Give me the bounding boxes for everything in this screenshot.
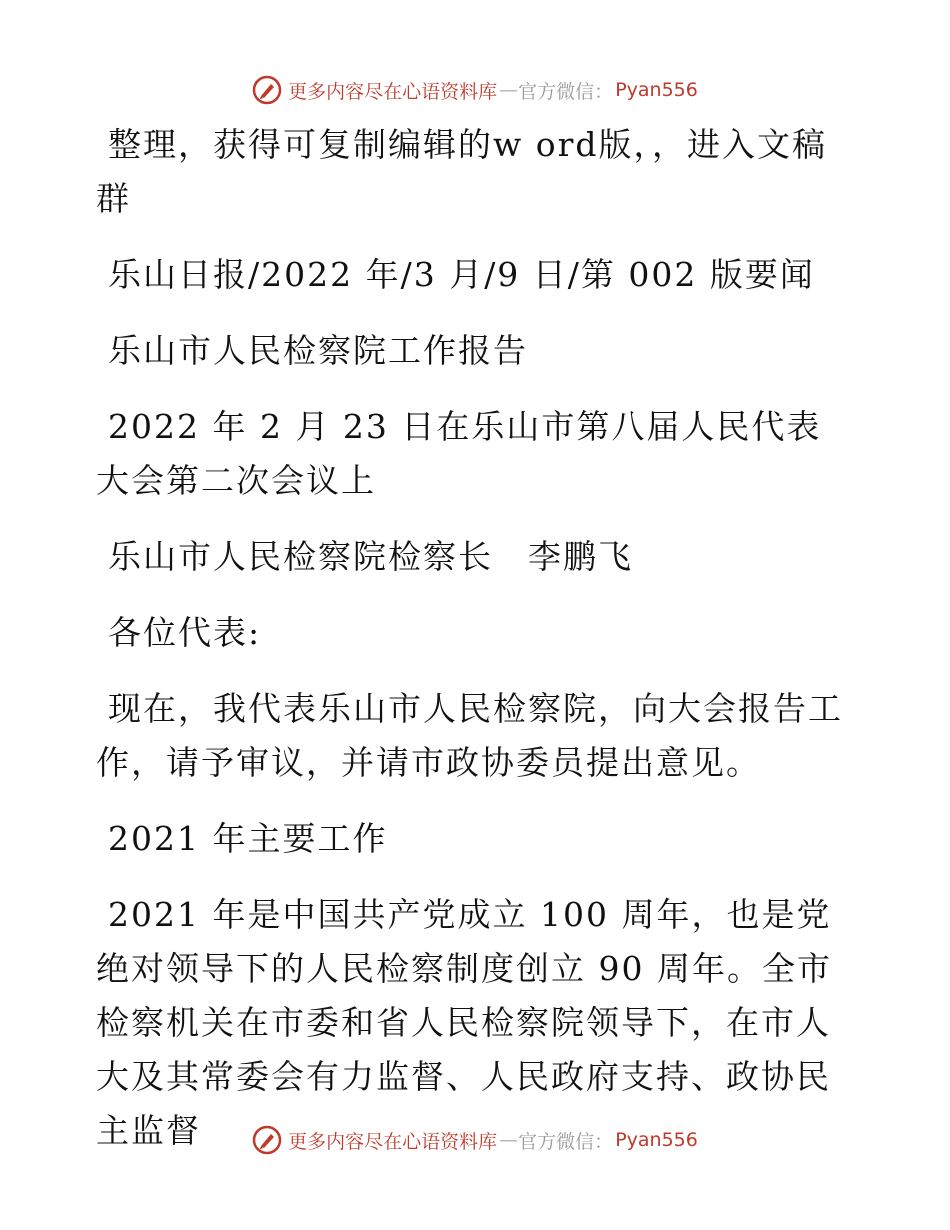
- paragraph-3: 乐山市人民检察院工作报告: [108, 331, 528, 370]
- watermark-label: 官方微信：: [518, 80, 614, 103]
- paragraph-4: 2022 年 2 月 23 日在乐山市第八届人民代表大会第二次会议上: [96, 407, 822, 500]
- pen-logo-icon: [252, 1125, 282, 1155]
- watermark-text: 更多内容尽在心语资料库: [288, 1130, 498, 1153]
- paragraph-2: 乐山日报/2022 年/3 月/9 日/第 002 版要闻: [108, 255, 815, 294]
- header-watermark: [0, 72, 950, 108]
- watermark-label: 官方微信：: [518, 1130, 614, 1153]
- paragraph-6: 各位代表:: [108, 613, 262, 652]
- watermark-id: Pyan556: [615, 79, 698, 101]
- watermark-text: 更多内容尽在心语资料库: [288, 80, 498, 103]
- paragraph-1: 整理，获得可复制编辑的w ord版，，进入文稿群: [96, 125, 828, 218]
- document-body: [96, 118, 856, 1158]
- footer-watermark: [0, 1122, 950, 1158]
- paragraph-5: 乐山市人民检察院检察长 李鹏飞: [108, 537, 633, 576]
- pen-logo-icon: [252, 75, 282, 105]
- paragraph-9: 2021 年是中国共产党成立 100 周年，也是党绝对领导下的人民检察制度创立 90 周年。全市检察机关在市委和省人民检察院领导下，在市人大及其常委会有力监督、人民政府支持、政协民主监督: [96, 895, 832, 1150]
- paragraph-8: 2021 年主要工作: [108, 819, 388, 858]
- watermark-separator: —: [499, 1129, 517, 1151]
- paragraph-7: 现在，我代表乐山市人民检察院，向大会报告工作，请予审议，并请市政协委员提出意见。: [96, 689, 843, 782]
- watermark-separator: —: [499, 79, 517, 101]
- watermark-id: Pyan556: [615, 1129, 698, 1151]
